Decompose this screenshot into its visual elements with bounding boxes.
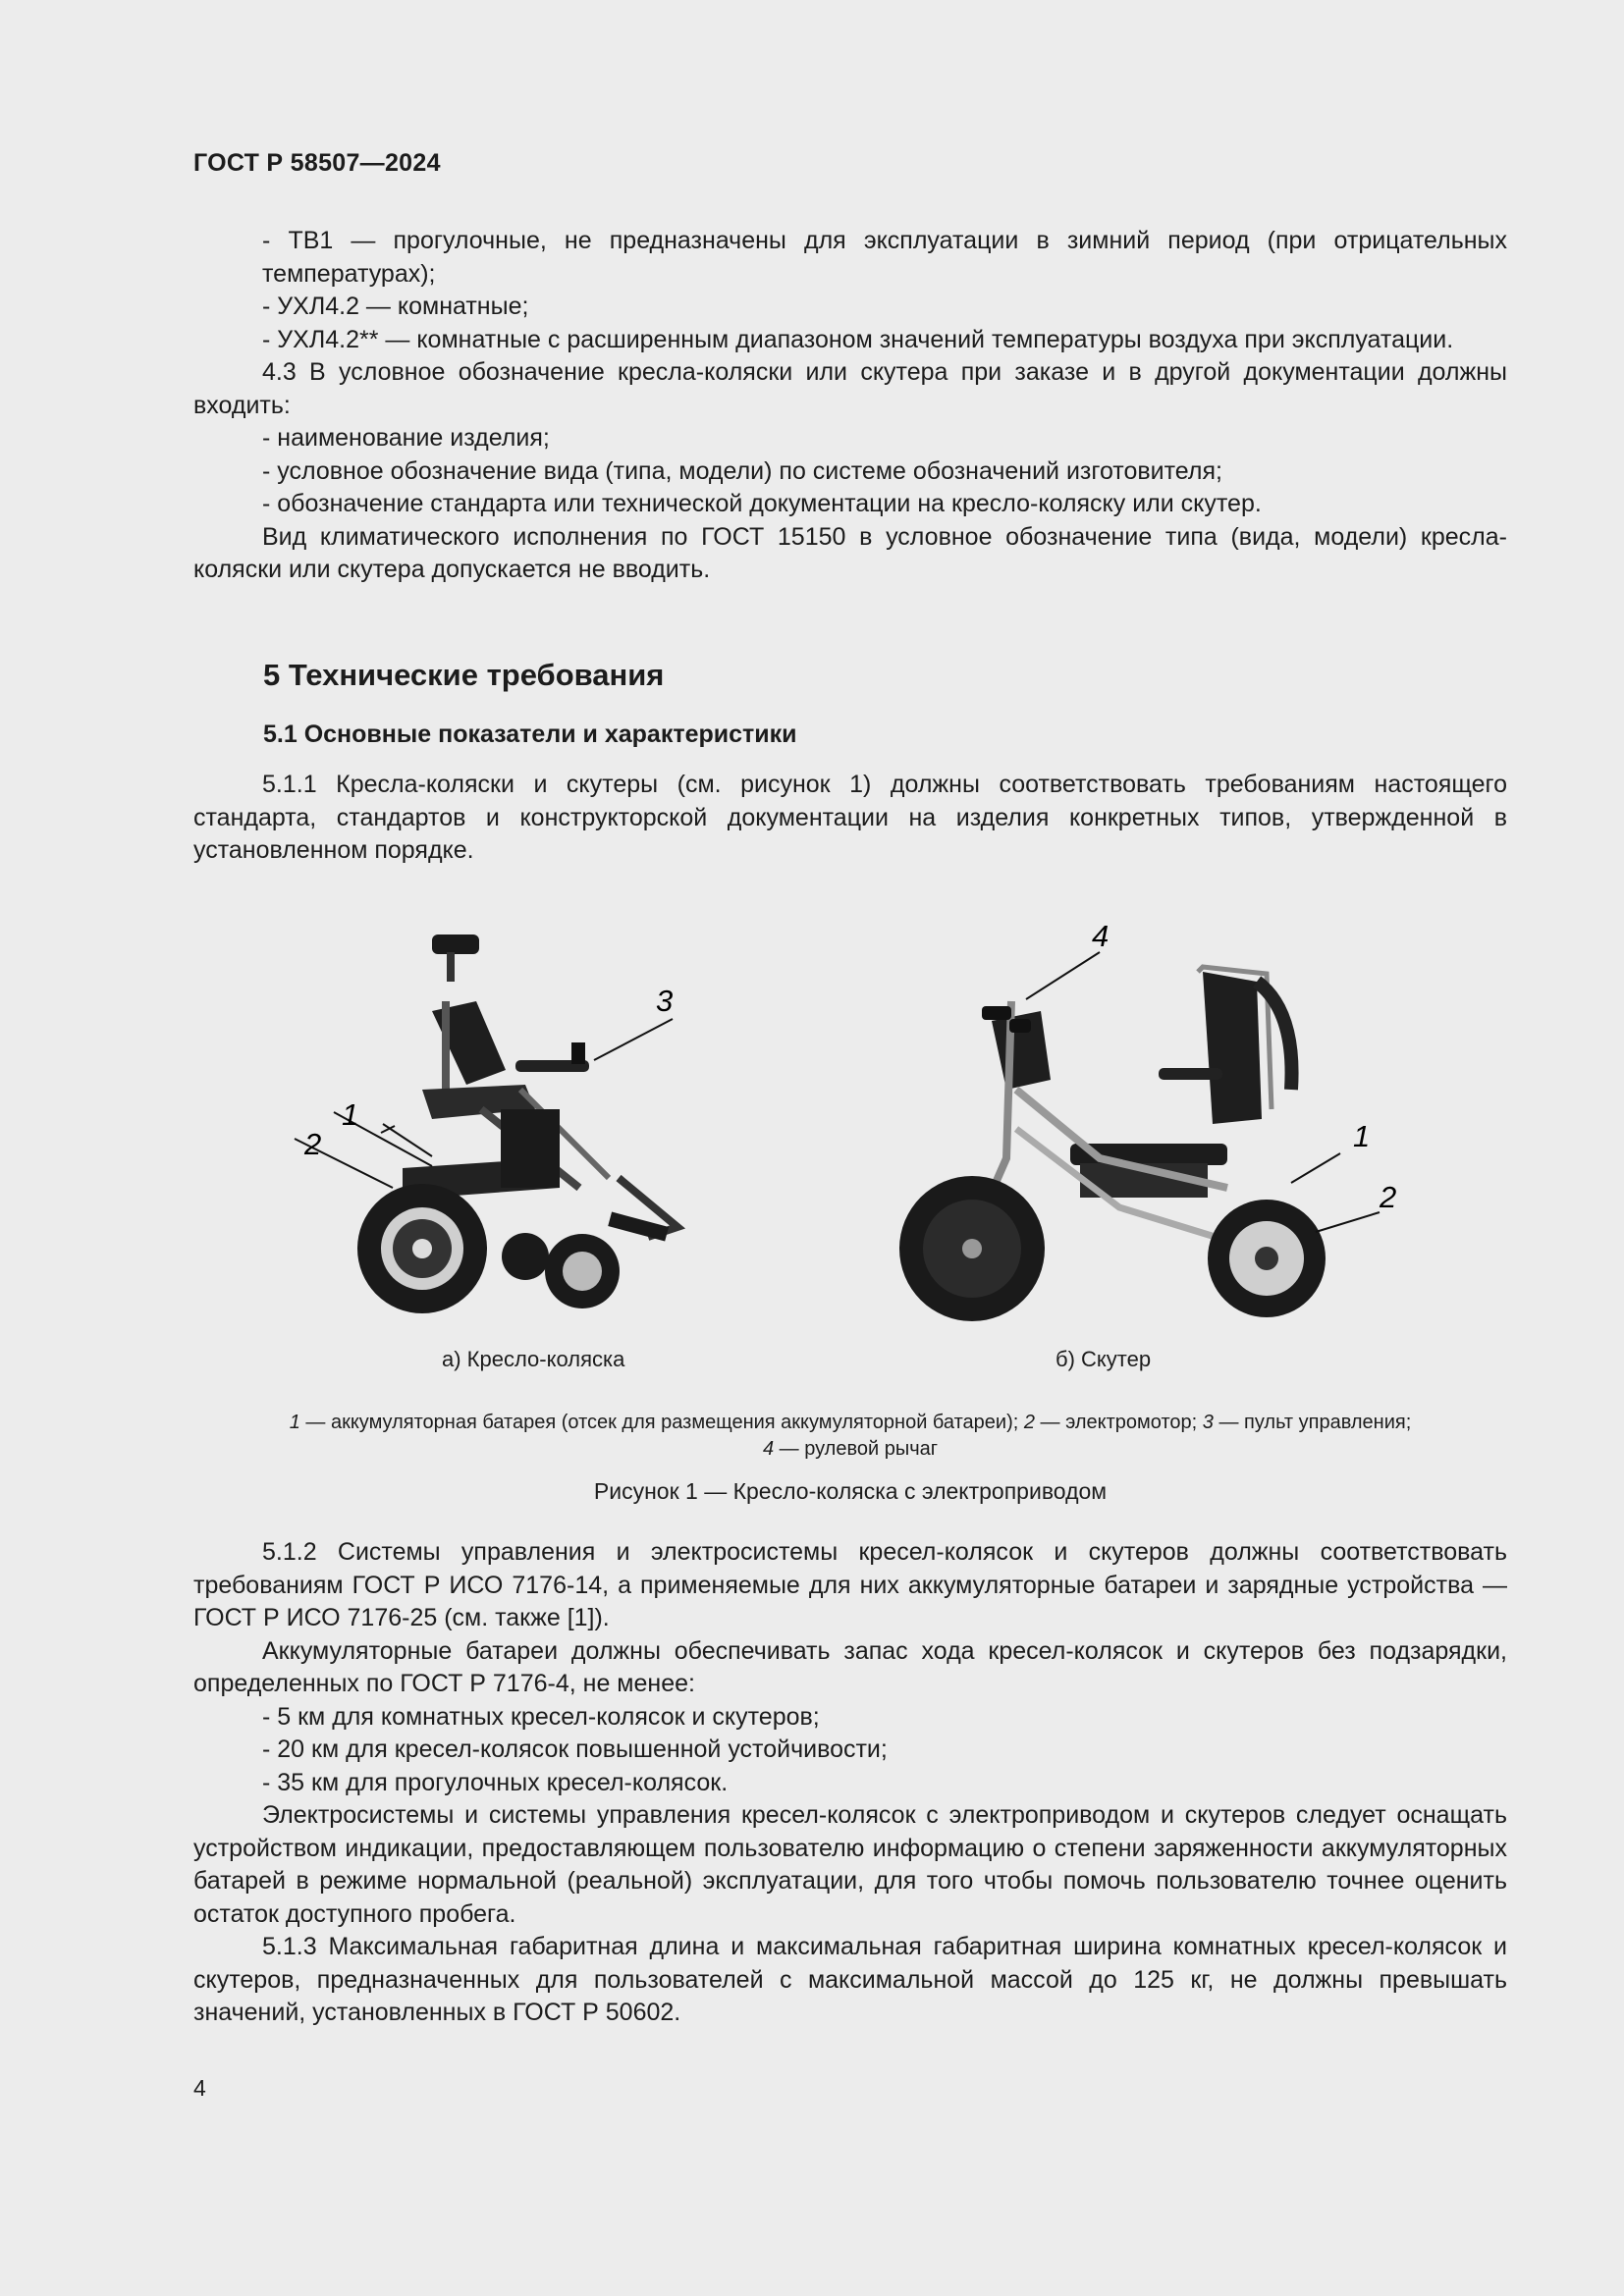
- section-heading: 5 Технические требования: [263, 658, 665, 692]
- list-item: - ТВ1 — прогулочные, не предназначены для эксплуатации в зимний период (при отрицательных температурах);: [262, 227, 1507, 288]
- list-item: - 35 км для прогулочных кресел-колясок.: [262, 1768, 729, 1796]
- figure-label-b: б) Скутер: [1056, 1347, 1152, 1371]
- list-item: - УХЛ4.2 — комнатные;: [262, 293, 529, 320]
- list-item: - 5 км для комнатных кресел-колясок и скутеров;: [262, 1702, 820, 1731]
- callout-a-3: 3: [656, 984, 674, 1018]
- wheelchair-illustration: [357, 934, 677, 1313]
- paragraph: 5.1.3 Максимальная габаритная длина и максимальная габаритная ширина комнатных кресел-колясок и скутеров, предназначенных для пользователей с максимальной массой до 125 кг, не должны превышать значений, установленных в ГОСТ Р 50602.: [193, 1933, 1507, 2026]
- paragraph: 4.3 В условное обозначение кресла-коляски или скутера при заказе и в другой документации должны входить:: [193, 358, 1507, 419]
- figure-label-a: а) Кресло-коляска: [442, 1347, 625, 1371]
- subsection-heading: 5.1 Основные показатели и характеристики: [263, 721, 797, 748]
- paragraph: 5.1.1 Кресла-коляски и скутеры (см. рисунок 1) должны соответствовать требованиям настоящего стандарта, стандартов и конструкторской документации на изделия конкретных типов, утвержденной в установленном порядке.: [193, 771, 1507, 864]
- figure-wheelchair-scooter: [285, 913, 1404, 1325]
- list-item: - 20 км для кресел-колясок повышенной устойчивости;: [262, 1735, 888, 1763]
- figure-legend: 1 — аккумуляторная батарея (отсек для размещения аккумуляторной батареи); 2 — электромотор; 3 — пульт управления; 4 — рулевой рычаг: [289, 1412, 1412, 1460]
- list-item: - обозначение стандарта или технической документации на кресло-коляску или скутер.: [262, 490, 1262, 517]
- callout-a-1: 1: [342, 1097, 359, 1132]
- callout-b-2: 2: [1380, 1180, 1397, 1214]
- list-item: - УХЛ4.2** — комнатные с расширенным диапазоном значений температуры воздуха при эксплуатации.: [262, 325, 1454, 353]
- scooter-illustration: [899, 967, 1326, 1321]
- callout-b-4: 4: [1092, 919, 1110, 953]
- list-item: - наименование изделия;: [262, 424, 550, 452]
- paragraph: 5.1.2 Системы управления и электросистемы кресел-колясок и скутеров должны соответствовать требованиям ГОСТ Р ИСО 7176-14, а применяемые для них аккумуляторные батареи и зарядные устройства — ГОСТ Р ИСО 7176-25 (см. также [1]).: [193, 1538, 1507, 1631]
- text-block-5-1-1: [193, 769, 1507, 868]
- text-block-4-2-4-3: [193, 225, 1507, 587]
- callout-b-1: 1: [1353, 1119, 1371, 1153]
- paragraph: Аккумуляторные батареи должны обеспечивать запас хода кресел-колясок и скутеров без подзарядки, определенных по ГОСТ Р 7176-4, не менее:: [193, 1636, 1507, 1697]
- figure-title: Рисунок 1 — Кресло-коляска с электроприводом: [593, 1478, 1108, 1504]
- page-number: 4: [193, 2075, 206, 2101]
- callout-a-2: 2: [304, 1127, 322, 1161]
- paragraph: Вид климатического исполнения по ГОСТ 15150 в условное обозначение типа (вида, модели) кресла-коляски или скутера допускается не вводить.: [193, 522, 1507, 583]
- document-header: ГОСТ Р 58507—2024: [193, 149, 441, 177]
- paragraph: Электросистемы и системы управления кресел-колясок с электроприводом и скутеров следует оснащать устройством индикации, предоставляющем пользователю информацию о степени заряженности аккумуляторных батарей в режиме нормальной (реальной) эксплуатации, для того чтобы помочь пользователю точнее оценить остаток доступного пробега.: [193, 1801, 1507, 1928]
- text-block-5-1-2-5-1-3: [193, 1536, 1507, 2030]
- list-item: - условное обозначение вида (типа, модели) по системе обозначений изготовителя;: [262, 456, 1222, 485]
